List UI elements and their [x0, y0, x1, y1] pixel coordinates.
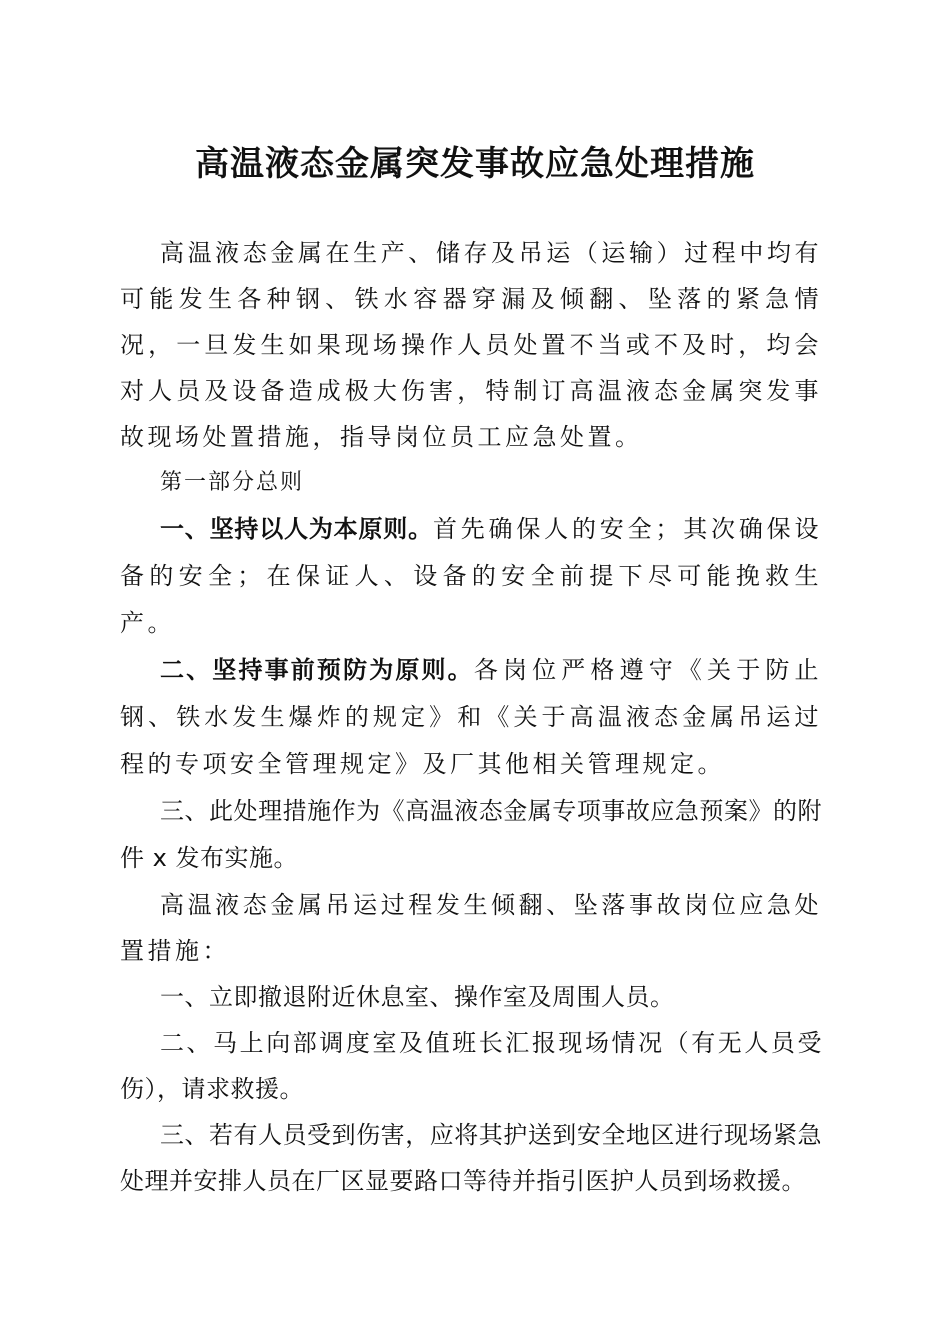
part-one-heading: 第一部分总则	[160, 470, 305, 495]
document-title: 高温液态金属突发事故应急处理措施	[195, 144, 755, 184]
principle-2	[120, 647, 822, 788]
measure-2: 二、马上向部调度室及值班长汇报现场情况（有无人员受伤），请求救援。	[120, 1029, 822, 1103]
intro-paragraph: 高温液态金属在生产、储存及吊运（运输）过程中均有可能发生各种钢、铁水容器穿漏及倾翻、坠落的紧急情况，一旦发生如果现场操作人员处置不当或不及时，均会对人员及设备造成极大伤害，特制订高温液态金属突发事故现场处置措施，指导岗位员工应急处置。	[120, 239, 822, 451]
measure-3: 三、若有人员受到伤害，应将其护送到安全地区进行现场紧急处理并安排人员在厂区显要路口等待并指引医护人员到场救援。	[120, 1121, 822, 1195]
document-body	[120, 230, 822, 1204]
measures-heading: 高温液态金属吊运过程发生倾翻、坠落事故岗位应急处置措施：	[120, 891, 822, 965]
principle-3-lead: 三、此处理措施作为《高温液态金属专项事故应急预案》的附件 x 发布实施。	[120, 797, 822, 872]
principle-3	[120, 788, 822, 882]
principle-1	[120, 506, 822, 647]
measure-1: 一、立即撤退附近休息室、操作室及周围人员。	[160, 983, 675, 1011]
principle-2-lead: 二、坚持事前预防为原则。	[160, 656, 474, 684]
principle-1-text: 首先确保人的安全；其次确保设备的安全；在保证人、设备的安全前提下尽可能挽救生产。	[120, 515, 822, 637]
principle-1-lead: 一、坚持以人为本原则。	[160, 515, 433, 543]
principle-2-text: 各岗位严格遵守《关于防止钢、铁水发生爆炸的规定》和《关于高温液态金属吊运过程的专项安全管理规定》及厂其他相关管理规定。	[120, 656, 823, 778]
